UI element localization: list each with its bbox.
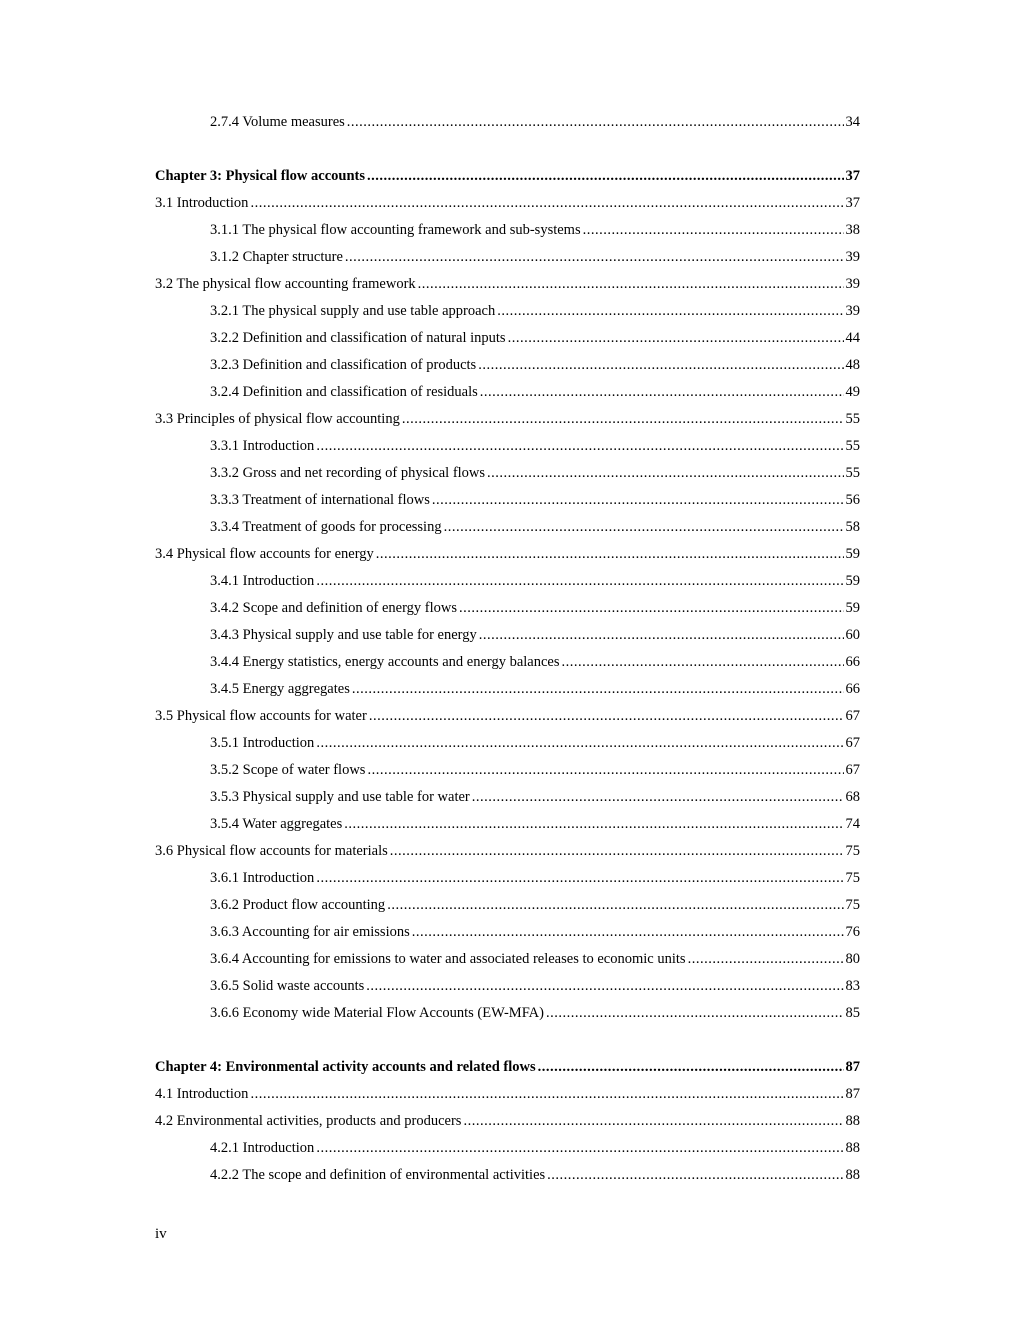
toc-entry-title: 3.4.2 Scope and definition of energy flows xyxy=(210,600,457,616)
toc-entry-title: Chapter 3: Physical flow accounts xyxy=(155,168,365,184)
toc-entry[interactable] xyxy=(155,275,860,302)
dot-leader xyxy=(402,410,844,428)
toc-entry[interactable] xyxy=(155,761,860,788)
dot-leader xyxy=(250,194,843,212)
toc-entry-page: 75 xyxy=(845,897,860,913)
toc-entry[interactable] xyxy=(155,842,860,869)
toc-chapter-entry[interactable] xyxy=(155,167,860,194)
dot-leader xyxy=(366,977,843,995)
toc-entry[interactable] xyxy=(155,383,860,410)
toc-entry-title: 3.1.2 Chapter structure xyxy=(210,249,343,265)
toc-entry-page: 37 xyxy=(845,168,860,184)
dot-leader xyxy=(546,1004,844,1022)
toc-entry-title: 4.2 Environmental activities, products and producers xyxy=(155,1113,462,1129)
toc-entry-page: 34 xyxy=(845,114,860,130)
toc-entry[interactable] xyxy=(155,329,860,356)
toc-entry[interactable] xyxy=(155,572,860,599)
toc-entry-page: 60 xyxy=(845,627,860,643)
dot-leader xyxy=(497,302,843,320)
toc-entry[interactable] xyxy=(155,113,860,140)
dot-leader xyxy=(387,896,843,914)
toc-entry-title: 3.4.5 Energy aggregates xyxy=(210,681,350,697)
toc-entry[interactable] xyxy=(155,599,860,626)
toc-entry-page: 76 xyxy=(845,924,860,940)
toc-entry-page: 87 xyxy=(845,1086,860,1102)
toc-entry[interactable] xyxy=(155,950,860,977)
dot-leader xyxy=(369,707,844,725)
toc-entry[interactable] xyxy=(155,248,860,275)
toc-entry-title: 3.5.2 Scope of water flows xyxy=(210,762,366,778)
toc-entry-title: 3.3.3 Treatment of international flows xyxy=(210,492,430,508)
dot-leader xyxy=(316,734,843,752)
toc-entry[interactable] xyxy=(155,1139,860,1166)
toc-entry-page: 39 xyxy=(845,276,860,292)
toc-entry-page: 88 xyxy=(845,1140,860,1156)
toc-entry-page: 44 xyxy=(845,330,860,346)
toc-entry-page: 75 xyxy=(845,870,860,886)
toc-entry-page: 66 xyxy=(845,654,860,670)
toc-entry-page: 39 xyxy=(845,303,860,319)
toc-entry-title: 3.6.1 Introduction xyxy=(210,870,315,886)
dot-leader xyxy=(367,167,844,185)
toc-entry[interactable] xyxy=(155,707,860,734)
toc-entry[interactable] xyxy=(155,437,860,464)
dot-leader xyxy=(390,842,844,860)
toc-entry[interactable] xyxy=(155,1085,860,1112)
dot-leader xyxy=(316,437,843,455)
toc-entry-title: 4.1 Introduction xyxy=(155,1086,249,1102)
dot-leader xyxy=(367,761,843,779)
toc-entry-page: 68 xyxy=(845,789,860,805)
dot-leader xyxy=(376,545,844,563)
dot-leader xyxy=(347,113,844,131)
toc-entry-page: 39 xyxy=(845,249,860,265)
toc-entry[interactable] xyxy=(155,1166,860,1193)
page-number-footer: iv xyxy=(155,1226,167,1242)
toc-entry-page: 48 xyxy=(845,357,860,373)
toc-entry[interactable] xyxy=(155,896,860,923)
toc-entry[interactable] xyxy=(155,734,860,761)
toc-entry[interactable] xyxy=(155,923,860,950)
dot-leader xyxy=(345,248,844,266)
toc-entry-title: 3.4.1 Introduction xyxy=(210,573,315,589)
toc-entry[interactable] xyxy=(155,302,860,329)
dot-leader xyxy=(479,626,844,644)
toc-entry-page: 66 xyxy=(845,681,860,697)
toc-entry-title: Chapter 4: Environmental activity accounts and related flows xyxy=(155,1059,536,1075)
dot-leader xyxy=(316,869,843,887)
toc-entry[interactable] xyxy=(155,518,860,545)
toc-entry-title: 3.2.1 The physical supply and use table approach xyxy=(210,303,496,319)
toc-entry-title: 3.3.4 Treatment of goods for processing xyxy=(210,519,442,535)
toc-entry-page: 55 xyxy=(845,411,860,427)
toc-entry-page: 55 xyxy=(845,465,860,481)
toc-entry-title: 3.4.3 Physical supply and use table for energy xyxy=(210,627,477,643)
toc-entry-title: 3.1.1 The physical flow accounting framework and sub-systems xyxy=(210,222,581,238)
toc-entry[interactable] xyxy=(155,977,860,1004)
toc-entry-title: 3.3 Principles of physical flow accounting xyxy=(155,411,400,427)
toc-entry-title: 4.2.1 Introduction xyxy=(210,1140,315,1156)
toc-entry-page: 74 xyxy=(845,816,860,832)
toc-entry-title: 3.6 Physical flow accounts for materials xyxy=(155,843,388,859)
toc-entry-title: 3.6.3 Accounting for air emissions xyxy=(210,924,410,940)
toc-chapter-entry[interactable] xyxy=(155,1058,860,1085)
toc-entry[interactable] xyxy=(155,221,860,248)
toc-entry[interactable] xyxy=(155,356,860,383)
toc-entry[interactable] xyxy=(155,491,860,518)
toc-entry-title: 3.6.4 Accounting for emissions to water and associated releases to economic units xyxy=(210,951,686,967)
dot-leader xyxy=(432,491,844,509)
toc-entry-title: 3.6.6 Economy wide Material Flow Accounts (EW-MFA) xyxy=(210,1005,544,1021)
toc-entry-title: 3.5.4 Water aggregates xyxy=(210,816,343,832)
toc-entry-title: 3.5.3 Physical supply and use table for water xyxy=(210,789,470,805)
toc-entry[interactable] xyxy=(155,680,860,707)
dot-leader xyxy=(418,275,844,293)
toc-entry-page: 67 xyxy=(845,708,860,724)
toc-entry-title: 3.3.1 Introduction xyxy=(210,438,315,454)
toc-entry-title: 3.1 Introduction xyxy=(155,195,249,211)
toc-entry-title: 3.2.2 Definition and classification of natural inputs xyxy=(210,330,506,346)
toc-entry[interactable] xyxy=(155,1112,860,1139)
toc-entry[interactable] xyxy=(155,626,860,653)
toc-entry[interactable] xyxy=(155,1004,860,1031)
dot-leader xyxy=(316,1139,843,1157)
toc-entry-title: 2.7.4 Volume measures xyxy=(210,114,345,130)
toc-entry-page: 88 xyxy=(845,1167,860,1183)
toc-entry-title: 3.2.3 Definition and classification of products xyxy=(210,357,477,373)
toc-entry[interactable] xyxy=(155,788,860,815)
toc-entry[interactable] xyxy=(155,545,860,572)
dot-leader xyxy=(344,815,843,833)
toc-entry-title: 3.4.4 Energy statistics, energy accounts and energy balances xyxy=(210,654,560,670)
dot-leader xyxy=(562,653,844,671)
toc-entry[interactable] xyxy=(155,194,860,221)
toc-entry-title: 4.2.2 The scope and definition of environmental activities xyxy=(210,1167,546,1183)
dot-leader xyxy=(688,950,844,968)
toc-entry-page: 37 xyxy=(845,195,860,211)
dot-leader xyxy=(508,329,844,347)
toc-entry-page: 59 xyxy=(845,573,860,589)
dot-leader xyxy=(538,1058,844,1076)
toc-entry-page: 59 xyxy=(845,546,860,562)
toc-entry-page: 38 xyxy=(845,222,860,238)
toc-entry[interactable] xyxy=(155,815,860,842)
toc-entry-page: 80 xyxy=(845,951,860,967)
toc-entry-page: 55 xyxy=(845,438,860,454)
toc-entry[interactable] xyxy=(155,410,860,437)
toc-entry-page: 88 xyxy=(845,1113,860,1129)
toc-entry[interactable] xyxy=(155,653,860,680)
toc-entry-page: 67 xyxy=(845,762,860,778)
dot-leader xyxy=(352,680,844,698)
toc-entry-page: 75 xyxy=(845,843,860,859)
dot-leader xyxy=(487,464,843,482)
toc-entry-title: 3.3.2 Gross and net recording of physical flows xyxy=(210,465,486,481)
dot-leader xyxy=(459,599,844,617)
toc-entry-title: 3.6.5 Solid waste accounts xyxy=(210,978,365,994)
toc-entry-title: 3.5.1 Introduction xyxy=(210,735,315,751)
dot-leader xyxy=(583,221,844,239)
dot-leader xyxy=(478,356,843,374)
toc-entry-page: 87 xyxy=(845,1059,860,1075)
toc-entry-page: 85 xyxy=(845,1005,860,1021)
dot-leader xyxy=(250,1085,843,1103)
toc-entry-page: 58 xyxy=(845,519,860,535)
toc-entry-page: 67 xyxy=(845,735,860,751)
dot-leader xyxy=(480,383,844,401)
toc-entry-title: 3.2.4 Definition and classification of residuals xyxy=(210,384,478,400)
toc-entry-title: 3.5 Physical flow accounts for water xyxy=(155,708,367,724)
toc-entry-page: 49 xyxy=(845,384,860,400)
toc-entry-title: 3.4 Physical flow accounts for energy xyxy=(155,546,374,562)
toc-entry-title: 3.2 The physical flow accounting framework xyxy=(155,276,416,292)
toc-entry-page: 59 xyxy=(845,600,860,616)
dot-leader xyxy=(444,518,844,536)
dot-leader xyxy=(316,572,843,590)
toc-entry[interactable] xyxy=(155,869,860,896)
toc-entry-page: 56 xyxy=(845,492,860,508)
toc-entry-page: 83 xyxy=(845,978,860,994)
dot-leader xyxy=(412,923,844,941)
dot-leader xyxy=(547,1166,843,1184)
dot-leader xyxy=(472,788,844,806)
table-of-contents xyxy=(155,113,860,1193)
toc-entry-title: 3.6.2 Product flow accounting xyxy=(210,897,386,913)
toc-entry[interactable] xyxy=(155,464,860,491)
dot-leader xyxy=(463,1112,843,1130)
